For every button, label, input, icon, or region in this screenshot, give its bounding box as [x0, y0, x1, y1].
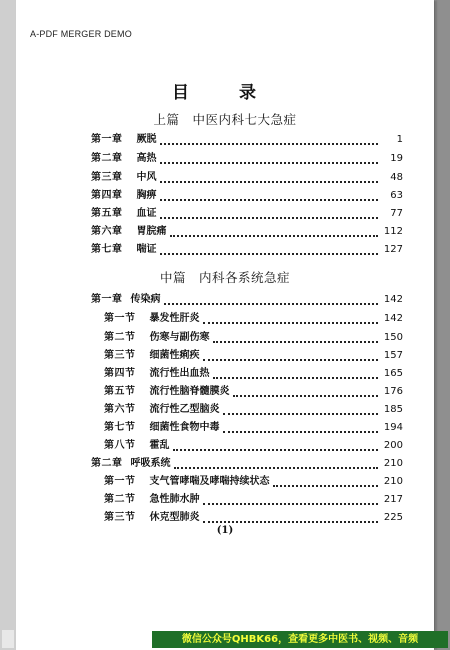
entry-title: 支气管哮喘及哮喘持续状态 [149, 476, 270, 487]
section-number: 第八节 [104, 440, 136, 451]
section-number: 第三节 [104, 512, 136, 523]
chapter-number: 第五章 [91, 208, 123, 219]
entry-title: 霍乱 [149, 440, 170, 451]
toc-entry[interactable] [104, 367, 403, 381]
leader-dots [273, 477, 379, 487]
leader-dots [203, 351, 379, 361]
entry-page: 176 [383, 386, 403, 397]
toc-entry[interactable] [104, 312, 403, 326]
entry-page: 210 [383, 476, 403, 487]
toc-entry[interactable] [91, 243, 403, 257]
entry-page: 63 [390, 190, 403, 201]
chapter-number: 第七章 [91, 244, 123, 255]
toc-title: 目 录 [172, 83, 278, 103]
entry-page: 142 [383, 294, 403, 305]
leader-dots [223, 423, 379, 433]
toc-entry[interactable] [91, 457, 403, 471]
toc-entry[interactable] [104, 403, 403, 417]
toc-entry[interactable] [104, 421, 403, 435]
entry-page: 165 [383, 368, 403, 379]
entry-page: 200 [383, 440, 403, 451]
toc-entry[interactable] [104, 439, 403, 453]
entry-page: 185 [383, 404, 403, 415]
part-heading-middle: 中篇 内科各系统急症 [159, 270, 290, 285]
section-number: 第五节 [104, 386, 136, 397]
leader-dots [160, 135, 379, 145]
toc-entry[interactable] [104, 331, 403, 345]
section-number: 第二节 [104, 332, 136, 343]
entry-page: 142 [383, 313, 403, 324]
entry-title: 暴发性肝炎 [149, 313, 200, 324]
entry-title: 流行性乙型脑炎 [149, 404, 220, 415]
leader-dots [203, 495, 379, 505]
part-heading-upper: 上篇 中医内科七大急症 [153, 112, 297, 127]
toc-entry[interactable] [91, 293, 403, 307]
entry-page: 210 [383, 458, 403, 469]
section-number: 第一节 [104, 313, 136, 324]
entry-title: 休克型肺炎 [149, 512, 200, 523]
viewer-right-gutter [436, 0, 450, 650]
leader-dots [203, 314, 379, 324]
toc-entry[interactable] [104, 349, 403, 363]
entry-title: 血证 [136, 208, 157, 219]
entry-page: 225 [383, 512, 403, 523]
entry-title: 胸痹 [136, 190, 157, 201]
toc-entry[interactable] [104, 475, 403, 489]
entry-title: 呼吸系统 [130, 458, 171, 469]
section-number: 第六节 [104, 404, 136, 415]
watermark-text: A-PDF MERGER DEMO [30, 29, 132, 39]
toc-entry[interactable] [91, 133, 403, 147]
chapter-number: 第一章 [91, 134, 123, 145]
entry-title: 急性肺水肿 [149, 494, 200, 505]
leader-dots [160, 173, 379, 183]
entry-page: 127 [383, 244, 403, 255]
chapter-number: 第四章 [91, 190, 123, 201]
viewer-left-gutter [0, 0, 16, 650]
leader-dots [213, 333, 379, 343]
entry-title: 传染病 [130, 294, 161, 305]
section-number: 第四节 [104, 368, 136, 379]
leader-dots [160, 191, 379, 201]
chapter-number: 第二章 [91, 458, 123, 469]
document-page [16, 0, 434, 650]
chapter-number: 第六章 [91, 226, 123, 237]
entry-page: 77 [390, 208, 403, 219]
entry-page: 1 [396, 134, 403, 145]
toc-entry[interactable] [91, 225, 403, 239]
toc-entry[interactable] [104, 493, 403, 507]
toc-entry[interactable] [91, 152, 403, 166]
toc-entry[interactable] [104, 511, 403, 525]
leader-dots [160, 209, 379, 219]
toc-entry[interactable] [91, 189, 403, 203]
entry-page: 19 [390, 153, 403, 164]
chapter-number: 第三章 [91, 172, 123, 183]
entry-title: 伤寒与副伤寒 [149, 332, 210, 343]
leader-dots [174, 459, 379, 469]
entry-page: 48 [390, 172, 403, 183]
section-number: 第七节 [104, 422, 136, 433]
section-number: 第一节 [104, 476, 136, 487]
page-number: (1) [216, 525, 234, 536]
section-number: 第二节 [104, 494, 136, 505]
chapter-number: 第二章 [91, 153, 123, 164]
entry-title: 细菌性食物中毒 [149, 422, 220, 433]
entry-page: 194 [383, 422, 403, 433]
entry-title: 喘证 [136, 244, 157, 255]
entry-page: 112 [383, 226, 403, 237]
leader-dots [223, 405, 379, 415]
entry-title: 高热 [136, 153, 157, 164]
leader-dots [203, 513, 379, 523]
leader-dots [164, 295, 379, 305]
leader-dots [233, 387, 379, 397]
leader-dots [160, 154, 379, 164]
section-number: 第三节 [104, 350, 136, 361]
entry-title: 流行性脑脊髓膜炎 [149, 386, 230, 397]
entry-page: 150 [383, 332, 403, 343]
leader-dots [170, 227, 379, 237]
entry-title: 细菌性痢疾 [149, 350, 200, 361]
entry-page: 217 [383, 494, 403, 505]
entry-title: 中风 [136, 172, 157, 183]
leader-dots [213, 369, 379, 379]
chapter-number: 第一章 [91, 294, 123, 305]
leader-dots [160, 245, 379, 255]
toc-entry[interactable] [91, 207, 403, 221]
entry-title: 厥脱 [136, 134, 157, 145]
entry-page: 157 [383, 350, 403, 361]
scrollbar-thumb[interactable] [2, 630, 14, 648]
entry-title: 胃脘痛 [136, 226, 167, 237]
leader-dots [173, 441, 379, 451]
toc-entry[interactable] [104, 385, 403, 399]
toc-entry[interactable] [91, 171, 403, 185]
entry-title: 流行性出血热 [149, 368, 210, 379]
promo-banner[interactable]: 微信公众号QHBK66，查看更多中医书、视频、音频 [152, 631, 448, 648]
